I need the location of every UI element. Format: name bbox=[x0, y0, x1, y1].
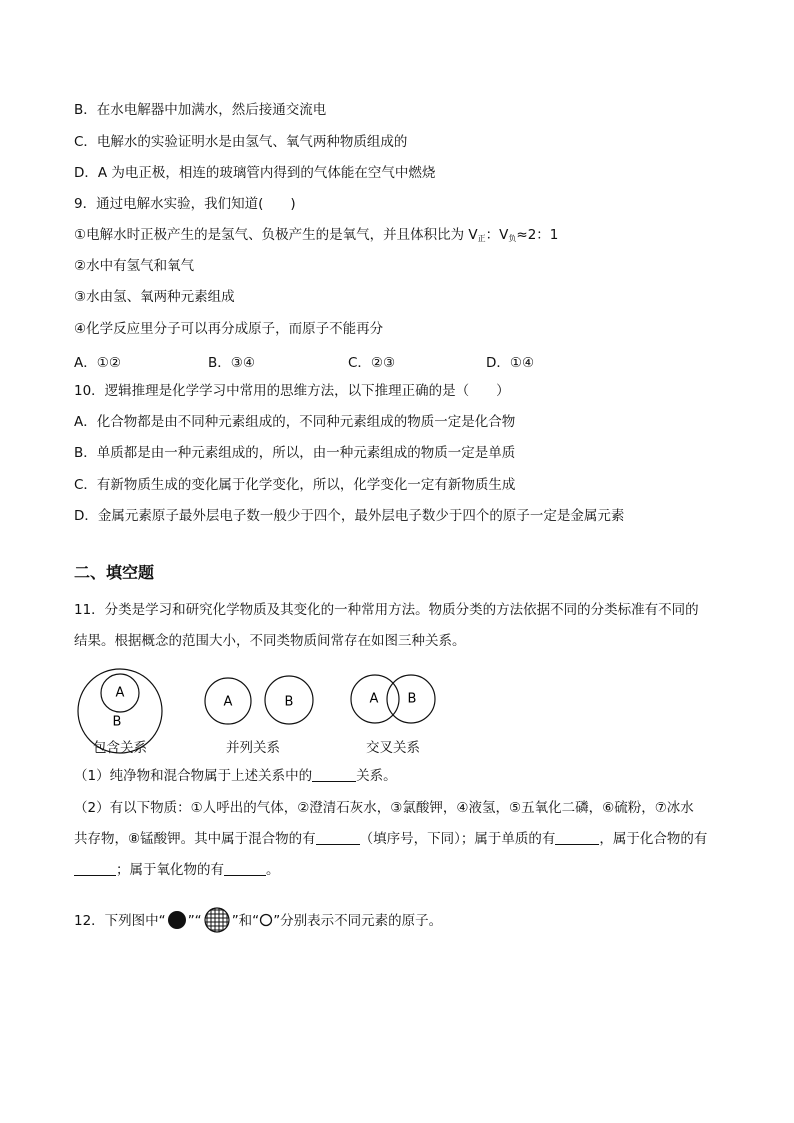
element-answer-blank[interactable] bbox=[555, 830, 599, 845]
grid-atom-icon bbox=[202, 907, 232, 933]
q11-p2-text-d: ；属于氧化物的有 bbox=[116, 862, 224, 878]
q11-p2-text-e: 。 bbox=[266, 862, 280, 878]
q10-option-a: A．化合物都是由不同种元素组成的，不同种元素组成的物质一定是化合物 bbox=[74, 414, 516, 430]
q9-option-c: C．②③ bbox=[348, 355, 396, 371]
q11-p2-text-a: 共存物，⑧锰酸钾。其中属于混合物的有 bbox=[74, 831, 316, 847]
oxide-answer-blank[interactable] bbox=[224, 861, 266, 876]
q12-text-mid2: ”和“ bbox=[231, 913, 260, 929]
q9-statement-1 bbox=[74, 226, 558, 248]
q9-stem: 9．通过电解水实验，我们知道( ) bbox=[74, 196, 296, 212]
q9-option-d: D．①④ bbox=[486, 355, 535, 371]
q9-option-b: B．③④ bbox=[208, 355, 255, 371]
intersection-diagram bbox=[351, 675, 435, 723]
q9-s1-ratio: ≈2：1 bbox=[516, 227, 559, 243]
q9-statement-2: ②水中有氢气和氧气 bbox=[74, 258, 195, 274]
q11-p2-text-c: ，属于化合物的有 bbox=[599, 831, 708, 847]
q11-part-2-line-3 bbox=[74, 861, 280, 879]
section-title-fill-in: 二、填空题 bbox=[74, 563, 155, 582]
black-atom-icon bbox=[166, 910, 188, 930]
q8-option-d: D．A 为电正极，相连的玻璃管内得到的气体能在空气中燃烧 bbox=[74, 165, 436, 181]
caption-intersection: 交叉关系 bbox=[366, 740, 420, 756]
parallel-label-b: B bbox=[284, 694, 294, 710]
q11-p1-text: （1）纯净物和混合物属于上述关系中的 bbox=[74, 768, 313, 784]
q11-part-2-line-2 bbox=[74, 830, 707, 848]
q12-text-post: ”分别表示不同元素的原子。 bbox=[273, 913, 443, 929]
white-atom-icon bbox=[259, 913, 273, 927]
q10-option-d: D．金属元素原子最外层电子数一般少于四个，最外层电子数少于四个的原子一定是金属元素 bbox=[74, 508, 625, 524]
inclusion-label-a: A bbox=[115, 685, 125, 701]
caption-parallel: 并列关系 bbox=[226, 740, 280, 756]
q11-part-2-line-1: （2）有以下物质：①人呼出的气体，②澄清石灰水，③氯酸钾，④液氢，⑤五氧化二磷，⑥硫粉，⑦冰水 bbox=[74, 800, 694, 816]
compound-answer-blank[interactable] bbox=[74, 861, 116, 876]
q11-p2-text-b: （填序号，下同）；属于单质的有 bbox=[359, 831, 556, 847]
q8-option-c: C．电解水的实验证明水是由氢气、氧气两种物质组成的 bbox=[74, 134, 408, 150]
intersect-label-a: A bbox=[369, 691, 379, 707]
q9-s1-text: ①电解水时正极产生的是氢气、负极产生的是氧气，并且体积比为 V bbox=[74, 227, 478, 243]
q11-stem-line-2: 结果。根据概念的范围大小，不同类物质间常存在如图三种关系。 bbox=[74, 633, 466, 649]
caption-inclusion: 包含关系 bbox=[93, 740, 147, 756]
q9-option-a: A．①② bbox=[74, 355, 121, 371]
parallel-diagram bbox=[205, 676, 313, 724]
mixture-answer-blank[interactable] bbox=[316, 830, 360, 845]
q9-statement-4: ④化学反应里分子可以再分成原子，而原子不能再分 bbox=[74, 321, 384, 337]
q9-options bbox=[74, 351, 734, 369]
q10-option-c: C．有新物质生成的变化属于化学变化，所以，化学变化一定有新物质生成 bbox=[74, 477, 516, 493]
intersect-label-b: B bbox=[407, 691, 417, 707]
q9-s1-colon: ：V bbox=[485, 227, 509, 243]
q11-p1-answer-blank[interactable] bbox=[312, 767, 356, 782]
inclusion-label-b: B bbox=[112, 714, 122, 730]
q11-part-1 bbox=[74, 767, 397, 785]
q9-statement-3: ③水由氢、氧两种元素组成 bbox=[74, 289, 235, 305]
q9-s1-subscript-negative: 负 bbox=[508, 234, 517, 243]
q10-option-b: B．单质都是由一种元素组成的，所以，由一种元素组成的物质一定是单质 bbox=[74, 445, 516, 461]
q11-p1-text-end: 关系。 bbox=[356, 768, 397, 784]
q10-stem: 10．逻辑推理是化学学习中常用的思维方法，以下推理正确的是（ ） bbox=[74, 383, 510, 399]
q12-text-pre: 12．下列图中“ bbox=[74, 913, 166, 929]
q12-stem bbox=[74, 907, 442, 933]
q9-s1-subscript-positive: 正 bbox=[477, 234, 486, 243]
q8-option-b: B．在水电解器中加满水，然后接通交流电 bbox=[74, 102, 327, 118]
q11-stem-line-1: 11．分类是学习和研究化学物质及其变化的一种常用方法。物质分类的方法依据不同的分类标准有不同的 bbox=[74, 602, 699, 618]
parallel-label-a: A bbox=[223, 694, 233, 710]
q12-text-mid1: ”“ bbox=[187, 913, 202, 929]
